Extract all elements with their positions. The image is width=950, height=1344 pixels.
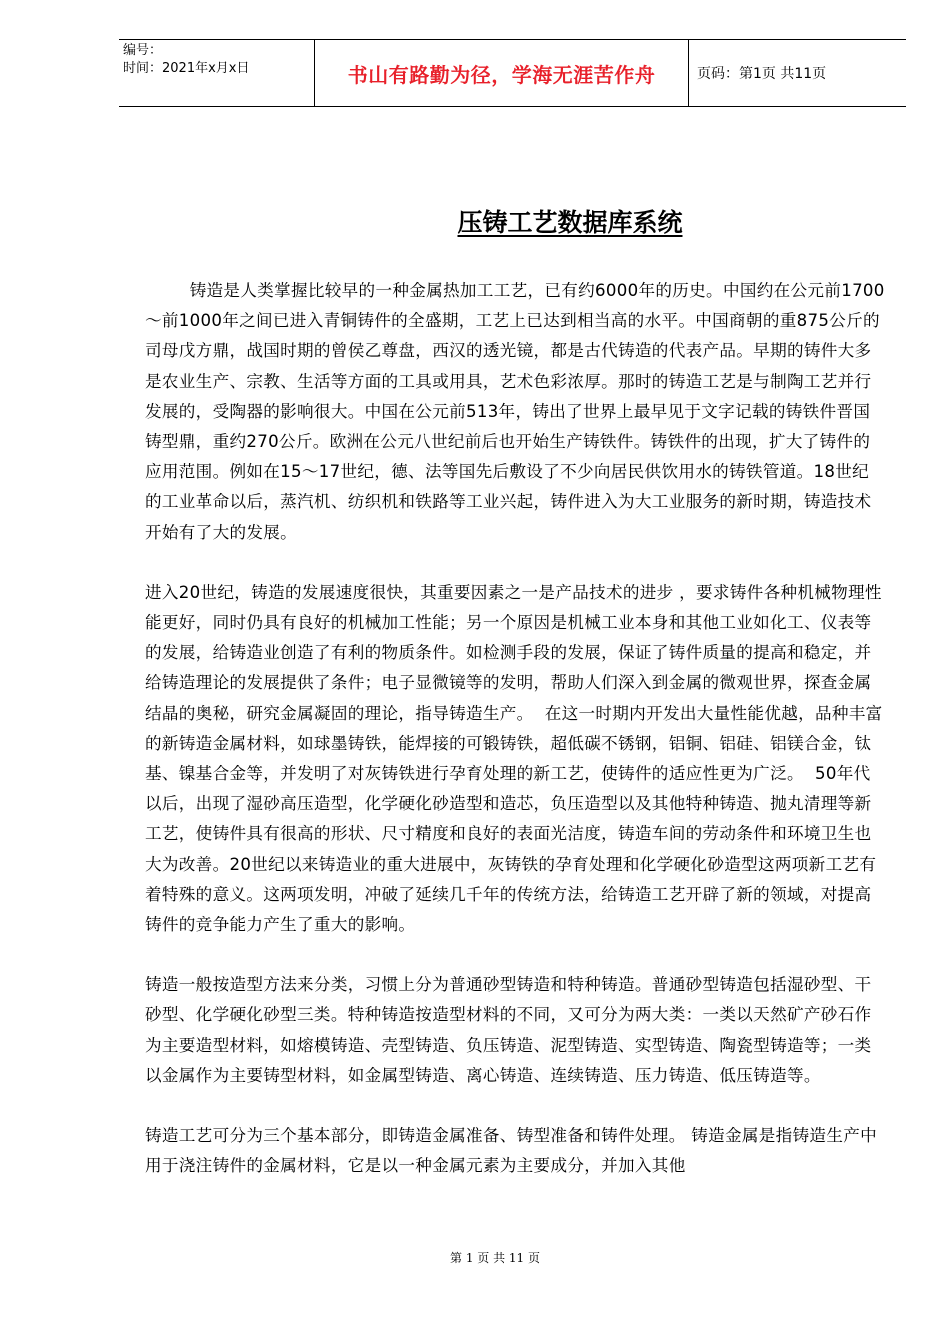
page-info-text: 页码：第1页 共11页 (697, 66, 827, 82)
paragraph-history: 铸造是人类掌握比较早的一种金属热加工工艺，已有约6000年的历史。中国约在公元前1700～前1000年之间已进入青铜铸件的全盛期，工艺上已达到相当高的水平。中国商朝的重875公斤的司母戊方鼎，战国时期的曾侯乙尊盘，西汉的透光镜，都是古代铸造的代表产品。早期的铸件大多是农业生产、宗教、生活等方面的工具或用具，艺术色彩浓厚。那时的铸造工艺是与制陶工艺并行发展的，受陶器的影响很大。中国在公元前513年，铸出了世界上最早见于文字记载的铸铁件晋国铸型鼎，重约270公斤。欧洲在公元八世纪前后也开始生产铸铁件。铸铁件的出现，扩大了铸件的应用范围。例如在15～17世纪，德、法等国先后敷设了不少向居民供饮用水的铸铁管道。18世纪的工业革命以后，蒸汽机、纺织机和铁路等工业兴起，铸件进入为大工业服务的新时期，铸造技术开始有了大的发展。 (145, 281, 885, 542)
document-number-label: 编号： (123, 43, 163, 58)
document-body (145, 276, 885, 1181)
paragraph-classification: 铸造一般按造型方法来分类，习惯上分为普通砂型铸造和特种铸造。普通砂型铸造包括湿砂型、干砂型、化学硬化砂型三类。特种铸造按造型材料的不同，又可分为两大类：一类以天然矿产砂石作为主要造型材料，如熔模铸造、壳型铸造、负压铸造、泥型铸造、实型铸造、陶瓷型铸造等；一类以金属作为主要铸型材料，如金属型铸造、离心铸造、连续铸造、压力铸造、低压铸造等。 (145, 975, 872, 1085)
document-title-text: 压铸工艺数据库系统 (457, 208, 683, 237)
header-page-cell (689, 40, 906, 106)
header-meta-cell (119, 40, 315, 106)
motto-text: 书山有路勤为径，学海无涯苦作舟 (347, 62, 656, 87)
document-title (0, 203, 950, 239)
page-footer: 第 1 页 共 11 页 (450, 1251, 540, 1265)
paragraph-process: 铸造工艺可分为三个基本部分，即铸造金属准备、铸型准备和铸件处理。 铸造金属是指铸造生产中用于浇注铸件的金属材料，它是以一种金属元素为主要成分，并加入其他 (145, 1126, 878, 1176)
header-table (119, 39, 906, 107)
document-time-label: 时间：2021年x月x日 (123, 61, 250, 76)
header-motto-cell (315, 40, 689, 106)
paragraph-20th-century: 进入20世纪，铸造的发展速度很快，其重要因素之一是产品技术的进步 ，要求铸件各种机械物理性能更好，同时仍具有良好的机械加工性能；另一个原因是机械工业本身和其他工业如化工、仪表等的发展，给铸造业创造了有利的物质条件。如检测手段的发展，保证了铸件质量的提高和稳定，并给铸造理论的发展提供了条件；电子显微镜等的发明，帮助人们深入到金属的微观世界，探查金属结晶的奥秘，研究金属凝固的理论，指导铸造生产。 在这一时期内开发出大量性能优越，品种丰富的新铸造金属材料，如球墨铸铁，能焊接的可锻铸铁，超低碳不锈钢，铝铜、铝硅、铝镁合金，钛基、镍基合金等，并发明了对灰铸铁进行孕育处理的新工艺，使铸件的适应性更为广泛。 50年代以后，出现了湿砂高压造型，化学硬化砂造型和造芯，负压造型以及其他特种铸造、抛丸清理等新工艺，使铸件具有很高的形状、尺寸精度和良好的表面光洁度，铸造车间的劳动条件和环境卫生也大为改善。20世纪以来铸造业的重大进展中，灰铸铁的孕育处理和化学硬化砂造型这两项新工艺有着特殊的意义。这两项发明，冲破了延续几千年的传统方法，给铸造工艺开辟了新的领域，对提高铸件的竞争能力产生了重大的影响。 (145, 582, 883, 935)
